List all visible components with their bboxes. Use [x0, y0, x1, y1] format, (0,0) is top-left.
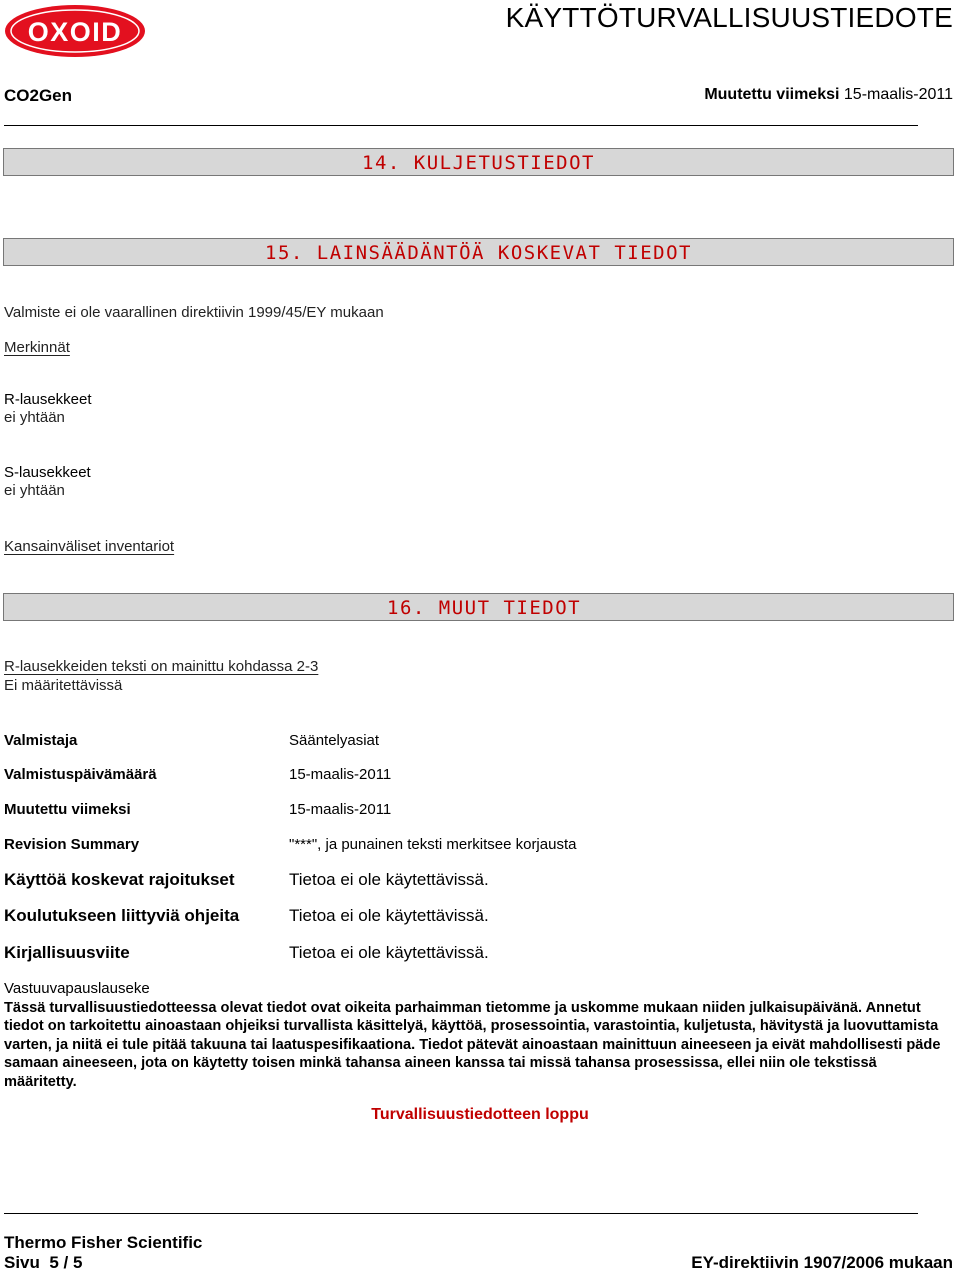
- end-of-document: Turvallisuustiedotteen loppu: [371, 1106, 589, 1123]
- s-phrases-value: ei yhtään: [4, 482, 65, 499]
- footer-company: Thermo Fisher Scientific: [4, 1233, 203, 1252]
- header-divider: [4, 125, 918, 126]
- usage-restrictions-value: Tietoa ei ole käytettävissä.: [289, 870, 489, 889]
- manufacturer-value: Sääntelyasiat: [289, 732, 380, 749]
- usage-restrictions-label: Käyttöä koskevat rajoitukset: [4, 870, 235, 889]
- section-16-bar: [3, 593, 954, 621]
- r-phrases-label: R-lausekkeet: [4, 391, 92, 408]
- section-14-bar: [3, 148, 954, 176]
- s-phrases-label: S-lausekkeet: [4, 464, 91, 481]
- directive-text: Valmiste ei ole vaarallinen direktiivin 1999/45/EY mukaan: [4, 304, 384, 321]
- document-title: KÄYTTÖTURVALLISUUSTIEDOTE: [505, 2, 953, 33]
- section-15-bar: [3, 238, 954, 266]
- oxoid-logo: [4, 4, 146, 58]
- r-text-label: R-lausekkeiden teksti on mainittu kohdassa 2-3: [4, 658, 319, 675]
- logo-text: OXOID: [27, 17, 123, 47]
- revised-row-value: 15-maalis-2011: [289, 801, 392, 818]
- r-phrases-value: ei yhtään: [4, 409, 65, 426]
- revised-label: Muutettu viimeksi: [704, 86, 840, 103]
- revised-date-header: [704, 86, 953, 104]
- footer-page-number: Sivu 5 / 5: [4, 1253, 83, 1272]
- footer-regulation: EY-direktiivin 1907/2006 mukaan: [691, 1253, 953, 1272]
- inventories-label: Kansainväliset inventariot: [4, 538, 175, 555]
- revised-date: 15-maalis-2011: [843, 86, 953, 103]
- revised-row-label: Muutettu viimeksi: [4, 801, 131, 818]
- markings-label: Merkinnät: [4, 339, 70, 356]
- references-label: Kirjallisuusviite: [4, 943, 130, 962]
- footer-divider: [4, 1213, 918, 1214]
- disclaimer-text: Tässä turvallisuustiedotteessa olevat tiedot ovat oikeita parhaimman tietomme ja uskomme mukaan niiden julkaisupäivänä. Annetut tiedot on tarkoitettu ainoastaan ohjeiksi turvallista käsittelyä, käyttöä, prosessointia, varastointia, kuljetusta, hävitystä ja luovuttamista varten, ja niitä ei tule pitää takuuna tai laatuspesifikaationa. Tiedot pätevät ainoastaan mainittuun aineeseen ja eivät mahdollisesti päde samaan aineeseen, jota on käytetty toisen minkä tahansa aineen kanssa tai missä tahansa prosessissa, ellei niin ole tekstissä määritetty.: [4, 1000, 941, 1090]
- production-date-value: 15-maalis-2011: [289, 766, 392, 783]
- product-name: CO2Gen: [4, 86, 73, 105]
- references-value: Tietoa ei ole käytettävissä.: [289, 943, 489, 962]
- section-16-title: 16. MUUT TIEDOT: [387, 597, 582, 619]
- revision-summary-label: Revision Summary: [4, 836, 140, 853]
- section-15-title: 15. LAINSÄÄDÄNTÖÄ KOSKEVAT TIEDOT: [265, 242, 692, 264]
- section-14-title: 14. KULJETUSTIEDOT: [362, 152, 595, 174]
- manufacturer-label: Valmistaja: [4, 732, 78, 749]
- revision-summary-value: "***", ja punainen teksti merkitsee korjausta: [289, 836, 577, 853]
- training-advice-label: Koulutukseen liittyviä ohjeita: [4, 906, 240, 925]
- training-advice-value: Tietoa ei ole käytettävissä.: [289, 906, 489, 925]
- r-text-value: Ei määritettävissä: [4, 677, 123, 694]
- production-date-label: Valmistuspäivämäärä: [4, 766, 157, 783]
- disclaimer-label: Vastuuvapauslauseke: [4, 980, 150, 997]
